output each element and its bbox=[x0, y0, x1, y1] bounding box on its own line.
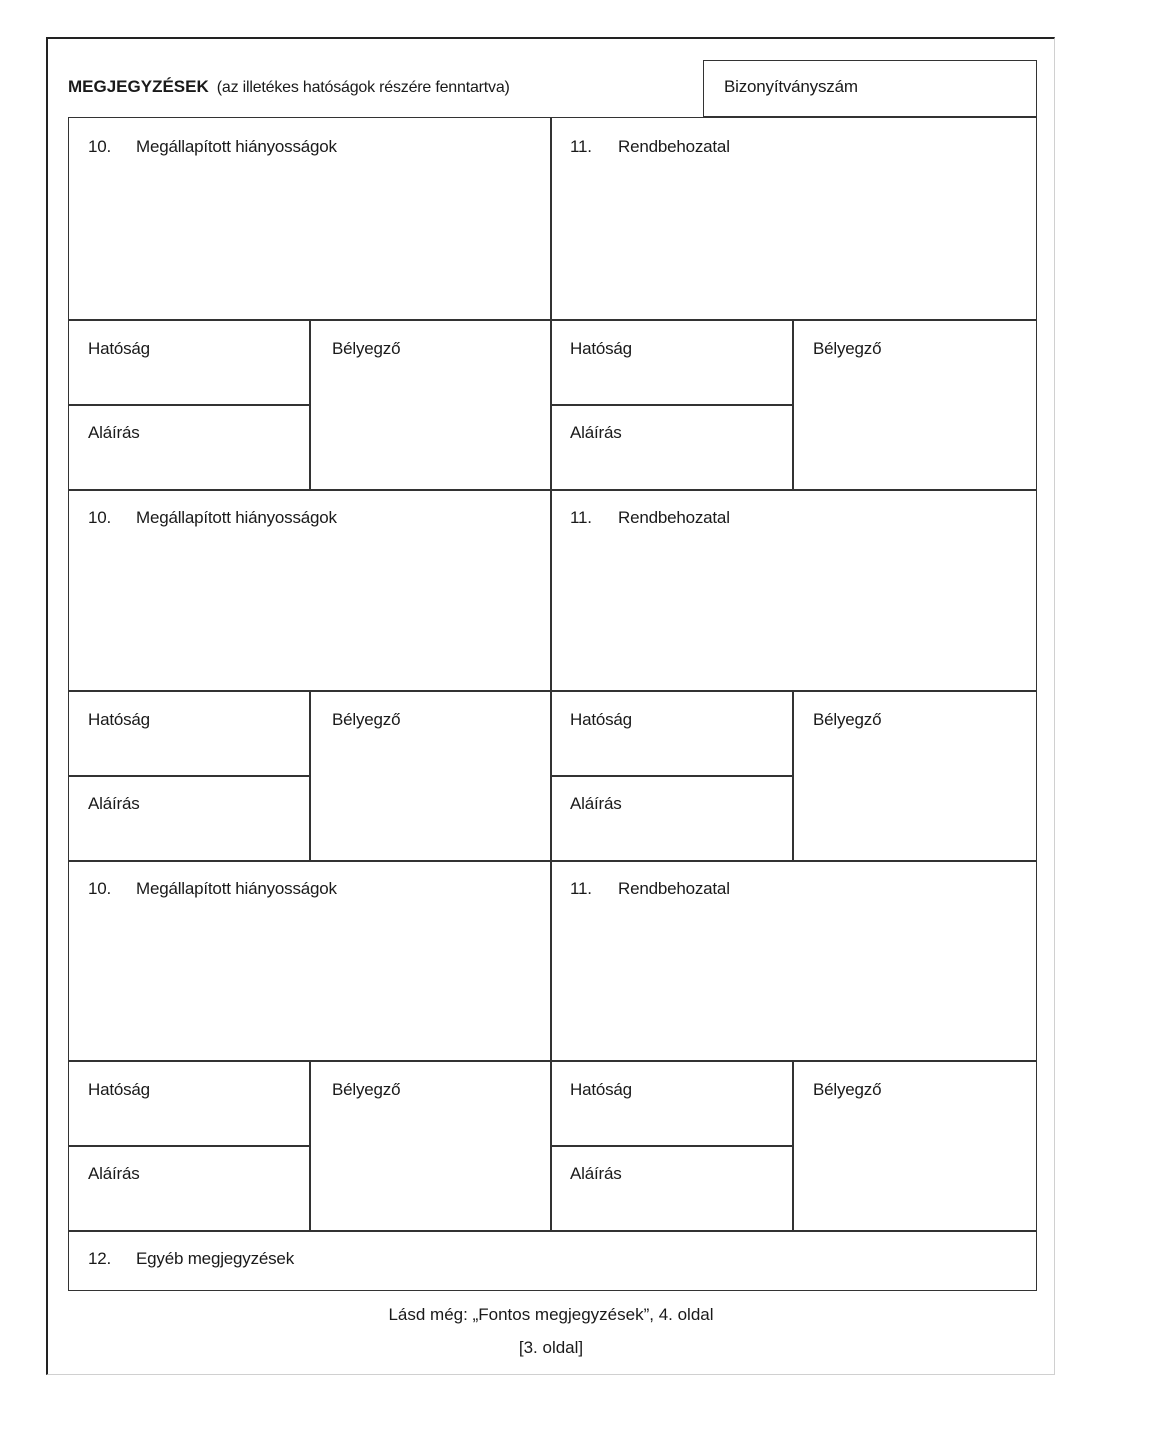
form-title: MEGJEGYZÉSEK bbox=[68, 77, 209, 96]
authority-label: Hatóság bbox=[570, 710, 632, 729]
deficiencies-field[interactable] bbox=[70, 164, 548, 319]
signature-label: Aláírás bbox=[88, 423, 140, 442]
deficiencies-label: Megállapított hiányosságok bbox=[136, 508, 337, 527]
block-divider bbox=[68, 1230, 1037, 1232]
authority-label: Hatóság bbox=[570, 1080, 632, 1099]
certificate-number-field[interactable] bbox=[703, 60, 1037, 117]
deficiencies-field[interactable] bbox=[70, 906, 548, 1061]
stamp-label: Bélyegző bbox=[813, 339, 882, 358]
row-divider bbox=[68, 319, 1037, 321]
stamp-label: Bélyegző bbox=[332, 1080, 401, 1099]
rectification-label: Rendbehozatal bbox=[618, 879, 730, 898]
signature-label: Aláírás bbox=[570, 423, 622, 442]
rectification-heading bbox=[570, 508, 730, 528]
authority-label: Hatóság bbox=[88, 710, 150, 729]
rectification-number: 11. bbox=[570, 879, 592, 898]
stamp-label: Bélyegző bbox=[332, 339, 401, 358]
row-divider bbox=[68, 1145, 310, 1147]
deficiencies-number: 10. bbox=[88, 879, 112, 898]
row-divider bbox=[68, 1060, 1037, 1062]
signature-label: Aláírás bbox=[570, 1164, 622, 1183]
stamp-label: Bélyegző bbox=[332, 710, 401, 729]
signature-label: Aláírás bbox=[88, 794, 140, 813]
deficiencies-number: 10. bbox=[88, 137, 112, 156]
row-divider bbox=[550, 1145, 793, 1147]
deficiencies-number: 10. bbox=[88, 508, 112, 527]
see-also-note: Lásd még: „Fontos megjegyzések”, 4. oldal bbox=[388, 1305, 714, 1324]
rectification-heading bbox=[570, 879, 730, 899]
rectification-number: 11. bbox=[570, 137, 592, 156]
row-divider bbox=[68, 690, 1037, 692]
other-remarks-number: 12. bbox=[88, 1249, 112, 1268]
deficiencies-heading bbox=[88, 508, 337, 528]
rectification-label: Rendbehozatal bbox=[618, 508, 730, 527]
row-divider bbox=[68, 404, 310, 406]
authority-label: Hatóság bbox=[88, 1080, 150, 1099]
rectification-field[interactable] bbox=[553, 906, 1035, 1061]
deficiencies-field[interactable] bbox=[70, 535, 548, 690]
stamp-label: Bélyegző bbox=[813, 710, 882, 729]
row-divider bbox=[68, 775, 310, 777]
center-divider bbox=[550, 117, 552, 1230]
block-divider bbox=[68, 860, 1037, 862]
authority-label: Hatóság bbox=[570, 339, 632, 358]
form-header bbox=[68, 77, 510, 97]
signature-label: Aláírás bbox=[570, 794, 622, 813]
stamp-label: Bélyegző bbox=[813, 1080, 882, 1099]
rectification-field[interactable] bbox=[553, 535, 1035, 690]
signature-label: Aláírás bbox=[88, 1164, 140, 1183]
authority-label: Hatóság bbox=[88, 339, 150, 358]
page-number: [3. oldal] bbox=[518, 1338, 584, 1357]
row-divider bbox=[550, 404, 793, 406]
row-divider bbox=[550, 775, 793, 777]
rectification-heading bbox=[570, 137, 730, 157]
rectification-label: Rendbehozatal bbox=[618, 137, 730, 156]
form-page bbox=[46, 37, 1055, 1375]
deficiencies-heading bbox=[88, 137, 337, 157]
deficiencies-label: Megállapított hiányosságok bbox=[136, 879, 337, 898]
rectification-field[interactable] bbox=[553, 164, 1035, 319]
deficiencies-label: Megállapított hiányosságok bbox=[136, 137, 337, 156]
other-remarks-label: Egyéb megjegyzések bbox=[136, 1249, 294, 1268]
deficiencies-heading bbox=[88, 879, 337, 899]
form-subtitle: (az illetékes hatóságok részére fenntartva) bbox=[216, 79, 510, 96]
rectification-number: 11. bbox=[570, 508, 592, 527]
certificate-number-label: Bizonyítványszám bbox=[724, 77, 858, 96]
block-divider bbox=[68, 489, 1037, 491]
other-remarks-heading bbox=[88, 1249, 294, 1269]
